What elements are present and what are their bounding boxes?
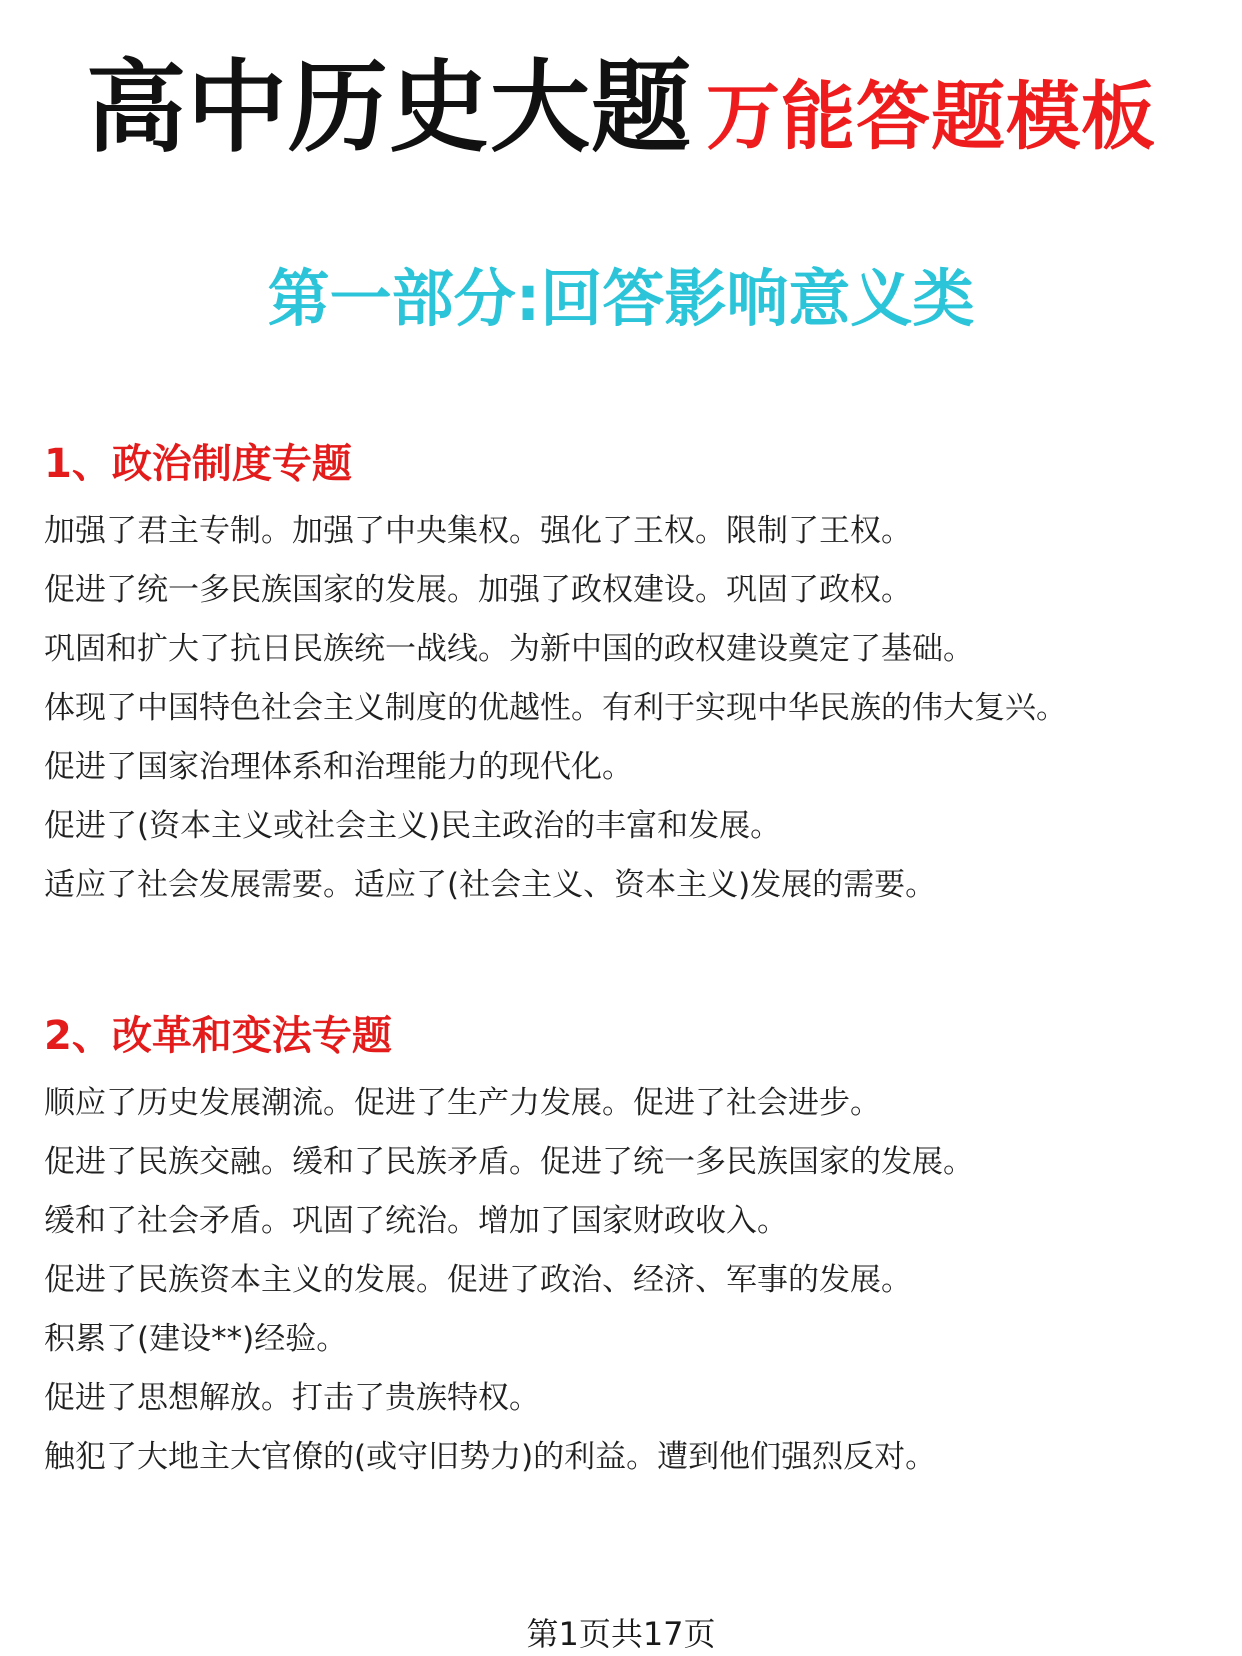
- list-item: 积累了(建设**)经验。: [44, 1321, 348, 1357]
- section-reform: [44, 1013, 1224, 1487]
- list-item: 缓和了社会矛盾。巩固了统治。增加了国家财政收入。: [44, 1203, 788, 1239]
- title-main: 高中历史大题: [86, 49, 692, 166]
- list-item: 促进了民族资本主义的发展。促进了政治、经济、军事的发展。: [44, 1262, 912, 1298]
- page-title: [0, 49, 1242, 166]
- list-item: 触犯了大地主大官僚的(或守旧势力)的利益。遭到他们强烈反对。: [44, 1439, 937, 1475]
- list-item: 促进了思想解放。打击了贵族特权。: [44, 1380, 540, 1416]
- list-item: 巩固和扩大了抗日民族统一战线。为新中国的政权建设奠定了基础。: [44, 631, 974, 667]
- list-item: 加强了君主专制。加强了中央集权。强化了王权。限制了王权。: [44, 513, 912, 549]
- list-item: 促进了(资本主义或社会主义)民主政治的丰富和发展。: [44, 808, 782, 844]
- section-title: 1、政治制度专题: [44, 441, 352, 487]
- part-heading: 第一部分:回答影响意义类: [267, 262, 975, 335]
- section-title: 2、改革和变法专题: [44, 1013, 392, 1059]
- list-item: 顺应了历史发展潮流。促进了生产力发展。促进了社会进步。: [44, 1085, 881, 1121]
- page-indicator: 第1页共17页: [526, 1615, 716, 1653]
- list-item: 促进了民族交融。缓和了民族矛盾。促进了统一多民族国家的发展。: [44, 1144, 974, 1180]
- section-political-system: [44, 441, 1224, 915]
- title-highlight: 万能答题模板: [706, 74, 1156, 160]
- list-item: 适应了社会发展需要。适应了(社会主义、资本主义)发展的需要。: [44, 867, 937, 903]
- list-item: 体现了中国特色社会主义制度的优越性。有利于实现中华民族的伟大复兴。: [44, 690, 1067, 726]
- list-item: 促进了国家治理体系和治理能力的现代化。: [44, 749, 633, 785]
- list-item: 促进了统一多民族国家的发展。加强了政权建设。巩固了政权。: [44, 572, 912, 608]
